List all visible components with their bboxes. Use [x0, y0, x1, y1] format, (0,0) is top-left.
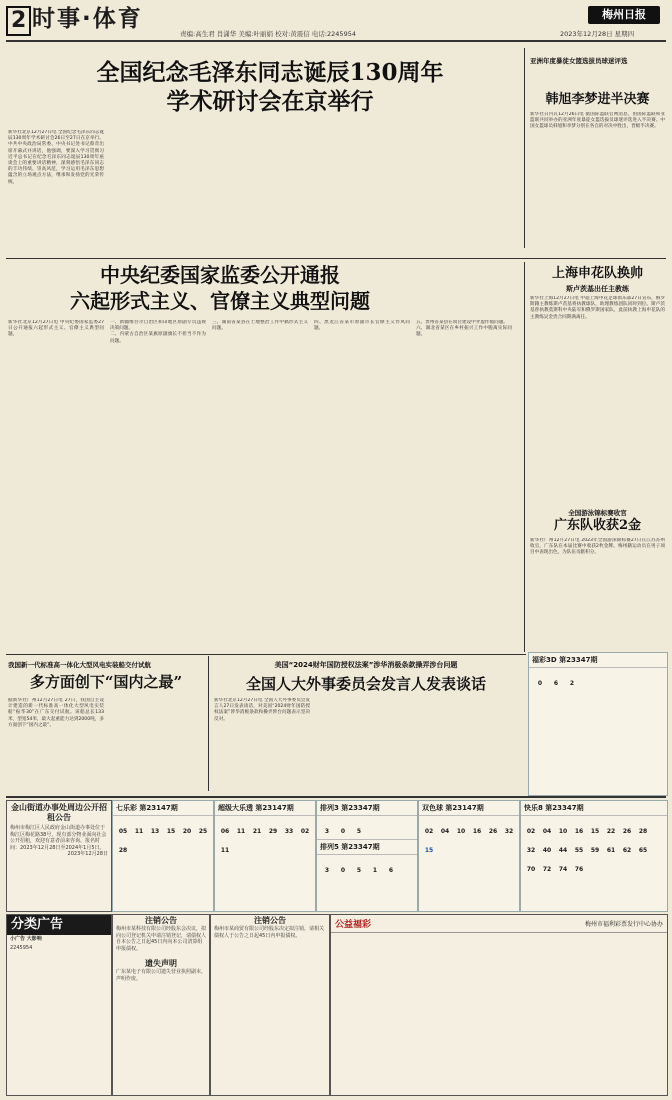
article3-title: 多方面创下“国内之最” — [29, 673, 183, 691]
cancel-notice-2 — [210, 914, 330, 1096]
lottery-kl8 — [520, 800, 668, 912]
lottery-dlt — [214, 800, 316, 912]
lottery-number: 3 — [324, 828, 330, 835]
article2-col3 — [212, 320, 308, 650]
lottery-number: 3 — [324, 867, 330, 874]
lottery-number: 02 — [424, 828, 434, 835]
lottery-number: 76 — [574, 866, 584, 873]
article1-title-line2: 学术研讨会在京举行 — [166, 88, 374, 115]
article2-title-line1: 中央纪委国家监委公开通报 — [100, 263, 340, 287]
lottery-number: 29 — [268, 828, 278, 835]
sidebar1-kicker: 亚洲年度暴徒女篮选拔员球迷评选 — [530, 57, 628, 65]
lottery-number: 06 — [220, 828, 230, 835]
sidebar1-body: 新华社日内瓦12月26日电 据国际篮联官网消息，由国际篮联和亚篮联共同举办的亚洲年度暴徒女篮选拔员球迷评选进入半决赛。中国女篮球员韩旭和李梦分别在各自的对决中胜出，晋级半决赛。 — [530, 112, 665, 130]
lottery-number: 04 — [542, 828, 552, 835]
lottery-twocolor — [418, 800, 520, 912]
sidebar2-title: 上海申花队换帅 — [551, 266, 643, 281]
newspaper-logo: 梅州日报 — [588, 6, 660, 24]
lottery-number: 62 — [622, 847, 632, 854]
lottery-number: 15 — [590, 828, 600, 835]
article4-col2 — [316, 698, 412, 788]
welfare-title: 公益福彩 — [335, 920, 372, 930]
lottery-twocolor-title: 双色球 第23147期 — [419, 801, 519, 816]
lottery-number: 59 — [590, 847, 600, 854]
classified-title: 分类广告 — [7, 915, 111, 935]
lottery-number: 10 — [558, 828, 568, 835]
sidebar2-body: 新华社上海12月27日电 中超上海申花足球俱乐部27日宣布，俄罗斯籍主教练斯卢茨基将执教球队，助理教练团队同时到位。斯卢茨基曾执教莫斯科中央陆军和俄罗斯国家队，此前执教上海申花队的主教练吴金贵合同期满离任。 — [530, 296, 665, 320]
lottery-number: 44 — [558, 847, 568, 854]
article4-col1: 新华社北京12月27日电 全国人大外事委员会发言人27日发表谈话，对美国“2024财年国防授权法案”涉华消极条款和操弄涉台问题表示坚决反对。 — [214, 698, 310, 722]
col-divider — [524, 262, 525, 652]
article2-item: 二、内蒙古自治区某旗原副旗长不担当不作为问题。 — [110, 332, 206, 344]
sidebar3-kicker: 全国游泳锦标赛收官 — [568, 509, 627, 517]
lottery-pl5-title: 排列5 第23347期 — [317, 839, 417, 855]
lottery-number: 15 — [424, 847, 434, 854]
cancel-notice-body: 梅州市某科技有限公司经股东会决议，拟向公司登记机关申请注销登记，请债权人自本公告之日起45日内向本公司清算组申报债权。 — [116, 926, 207, 952]
lottery-number: 32 — [526, 847, 536, 854]
section-title: 时事·体育 — [32, 6, 143, 32]
lottery-number: 26 — [622, 828, 632, 835]
sidebar1-title: 韩旭李梦进半决赛 — [545, 92, 650, 107]
lottery-number: 0 — [340, 867, 346, 874]
lottery-number: 0 — [340, 828, 346, 835]
lottery-number: 16 — [574, 828, 584, 835]
article2-item: 六、湖北省某区在乡村振兴工作中脱离实际问题。 — [416, 326, 512, 338]
lottery-number: 11 — [236, 828, 246, 835]
article4-title: 全国人大外事委员会发言人发表谈话 — [245, 675, 486, 693]
lottery-number: 28 — [638, 828, 648, 835]
sidebar3-body: 新华社广州12月27日电 2023年全国游泳锦标赛27日在江苏苏州收官，广东队在本届比赛中收获2枚金牌。梅州籍运动员在男子项目中表现出色，为队伍贡献积分。 — [530, 538, 665, 556]
lottery-number: 16 — [472, 828, 482, 835]
classified-ad — [6, 914, 112, 1096]
lottery-number: 26 — [488, 828, 498, 835]
lottery-number: 0 — [537, 680, 543, 687]
section-rule — [6, 654, 526, 655]
lottery-number: 2 — [569, 680, 575, 687]
lottery-number: 15 — [166, 828, 176, 835]
lottery-number: 21 — [252, 828, 262, 835]
article3-kicker: 我国新一代标准高一体化大型风电实装船交付试航 — [8, 661, 151, 669]
lottery-number: 6 — [553, 680, 559, 687]
article2-col4 — [314, 320, 410, 650]
lottery-number: 20 — [182, 828, 192, 835]
lottery-dlt-title: 超级大乐透 第23147期 — [215, 801, 315, 816]
lottery-number: 33 — [284, 828, 294, 835]
notice-ad-body: 梅州市梅江区人民政府金山街道办事处位于梅江区梅花路38号，现有部分物业面向社会公开招租，欢迎有意者前来咨询。报名时间：2023年12月28日至2024年1月5日。 — [10, 825, 107, 851]
lottery-number: 05 — [118, 828, 128, 835]
lost-notice-body: 广东某电子有限公司遗失营业执照副本，声明作废。 — [116, 969, 207, 982]
lottery-pl3-title: 排列3 第23347期 — [317, 801, 417, 816]
article2-title-line2: 六起形式主义、官僚主义典型问题 — [70, 289, 370, 313]
lottery-number: 02 — [300, 828, 310, 835]
cancel-notice-1 — [112, 914, 210, 1096]
welfare-lottery-box — [330, 914, 668, 1096]
article2-col5 — [416, 320, 512, 650]
lottery-number: 32 — [504, 828, 514, 835]
lottery-number: 70 — [526, 866, 536, 873]
article4-col3 — [418, 698, 518, 788]
editor-credits: 责编:高生君 肖潇华 美编:叶丽娟 校对:黄震信 电话:2245954 — [180, 30, 356, 38]
lottery-number: 55 — [574, 847, 584, 854]
notice-ad — [6, 800, 112, 912]
article3-col1: 据新华社广州12月27日电 27日，我国自主设计建造的新一代标准高一体化大型风电实装船“振华30”在广东交付试航。该船总长133米，型宽54米，最大起重能力达到2000吨，多方面创下“国内之最”。 — [8, 698, 104, 728]
lottery-number: 11 — [134, 828, 144, 835]
header-rule — [6, 40, 666, 42]
article2-item: 一、新疆维吾尔自治区和田地区原副专员违规决策问题。 — [110, 320, 206, 332]
welfare-org: 梅州市福利彩票发行中心协办 — [584, 921, 663, 928]
lottery-number: 74 — [558, 866, 568, 873]
lottery-number: 72 — [542, 866, 552, 873]
article2-item: 五、贵州省某县在项目建设中弄虚作假问题。 — [416, 320, 508, 325]
lottery-number: 10 — [456, 828, 466, 835]
lottery-number: 02 — [526, 828, 536, 835]
article4-kicker: 美国“2024财年国防授权法案”涉华消极条款操弄涉台问题 — [274, 661, 458, 669]
lost-notice-title: 遗失声明 — [145, 959, 177, 969]
lottery-number: 5 — [356, 828, 362, 835]
lottery-fc3d-title: 福彩3D 第23347期 — [529, 653, 667, 668]
lottery-pl3 — [316, 800, 418, 912]
article1-title-line1: 全国纪念毛泽东同志诞辰130周年 — [96, 59, 444, 86]
lottery-number: 40 — [542, 847, 552, 854]
publication-date: 2023年12月28日 星期四 — [560, 30, 635, 38]
lottery-fc3d — [528, 652, 668, 796]
lottery-number: 11 — [220, 847, 230, 854]
sidebar3-title: 广东队收获2金 — [553, 518, 642, 533]
lottery-number: 61 — [606, 847, 616, 854]
section-rule — [6, 796, 666, 798]
classified-phone: 2245954 — [10, 944, 33, 951]
lottery-number: 65 — [638, 847, 648, 854]
article2-title — [20, 262, 420, 314]
page-header — [0, 0, 672, 38]
article1-title — [30, 58, 510, 116]
lottery-kl8-title: 快乐8 第23347期 — [521, 801, 667, 816]
lottery-qlc-title: 七乐彩 第23147期 — [113, 801, 213, 816]
lottery-number: 1 — [372, 867, 378, 874]
lottery-number: 28 — [118, 847, 128, 854]
lottery-number: 04 — [440, 828, 450, 835]
article3-col2 — [108, 698, 204, 788]
page-number: 2 — [6, 6, 31, 36]
notice-ad-title: 金山街道办事处周边公开招租公告 — [11, 803, 107, 822]
lottery-number: 6 — [388, 867, 394, 874]
lottery-number: 5 — [356, 867, 362, 874]
section-rule — [6, 258, 666, 259]
notice-ad-date: 2023年12月28日 — [67, 851, 108, 858]
col-divider — [208, 656, 209, 791]
lottery-number: 22 — [606, 828, 616, 835]
article2-item: 四、黑龙江省某市原副市长官僚主义作风问题。 — [314, 320, 410, 332]
article1-lead: 新华社北京12月27日电 全国纪念毛泽东同志诞辰130周年学术研讨会26日至27日在京举行。中共中央政治局常委、中央书记处书记蔡奇出席开幕式并讲话，他强调，要深入学习贯彻习近平总书记在纪念毛泽东同志诞辰130周年座谈会上的重要讲话精神，深刻感悟毛泽东同志的丰功伟绩、崇高风范，学习运用毛泽东思想蕴含的立场观点方法，继承和发扬党的光荣传统。 — [8, 130, 104, 185]
classified-sub: 小广告 大影响 — [10, 936, 42, 942]
col-divider — [524, 48, 525, 248]
article2-item: 三、湖南省某县在土地整治工作中搞形式主义问题。 — [212, 320, 308, 332]
cancel-notice-title: 注销公告 — [145, 916, 177, 925]
lottery-number: 13 — [150, 828, 160, 835]
sidebar2-subtitle: 斯卢茨基出任主教练 — [566, 285, 629, 293]
cancel-notice2-title: 注销公告 — [254, 916, 286, 925]
lottery-qlc — [112, 800, 214, 912]
article2-col2 — [110, 320, 206, 650]
lottery-number: 25 — [198, 828, 208, 835]
cancel-notice2-body: 梅州市某商贸有限公司经股东决定拟注销，请相关债权人于公告之日起45日内申报债权。 — [214, 926, 325, 939]
article2-col1: 新华社北京12月27日电 中央纪委国家监委27日公开通报六起形式主义、官僚主义典型问题。 — [8, 320, 104, 338]
